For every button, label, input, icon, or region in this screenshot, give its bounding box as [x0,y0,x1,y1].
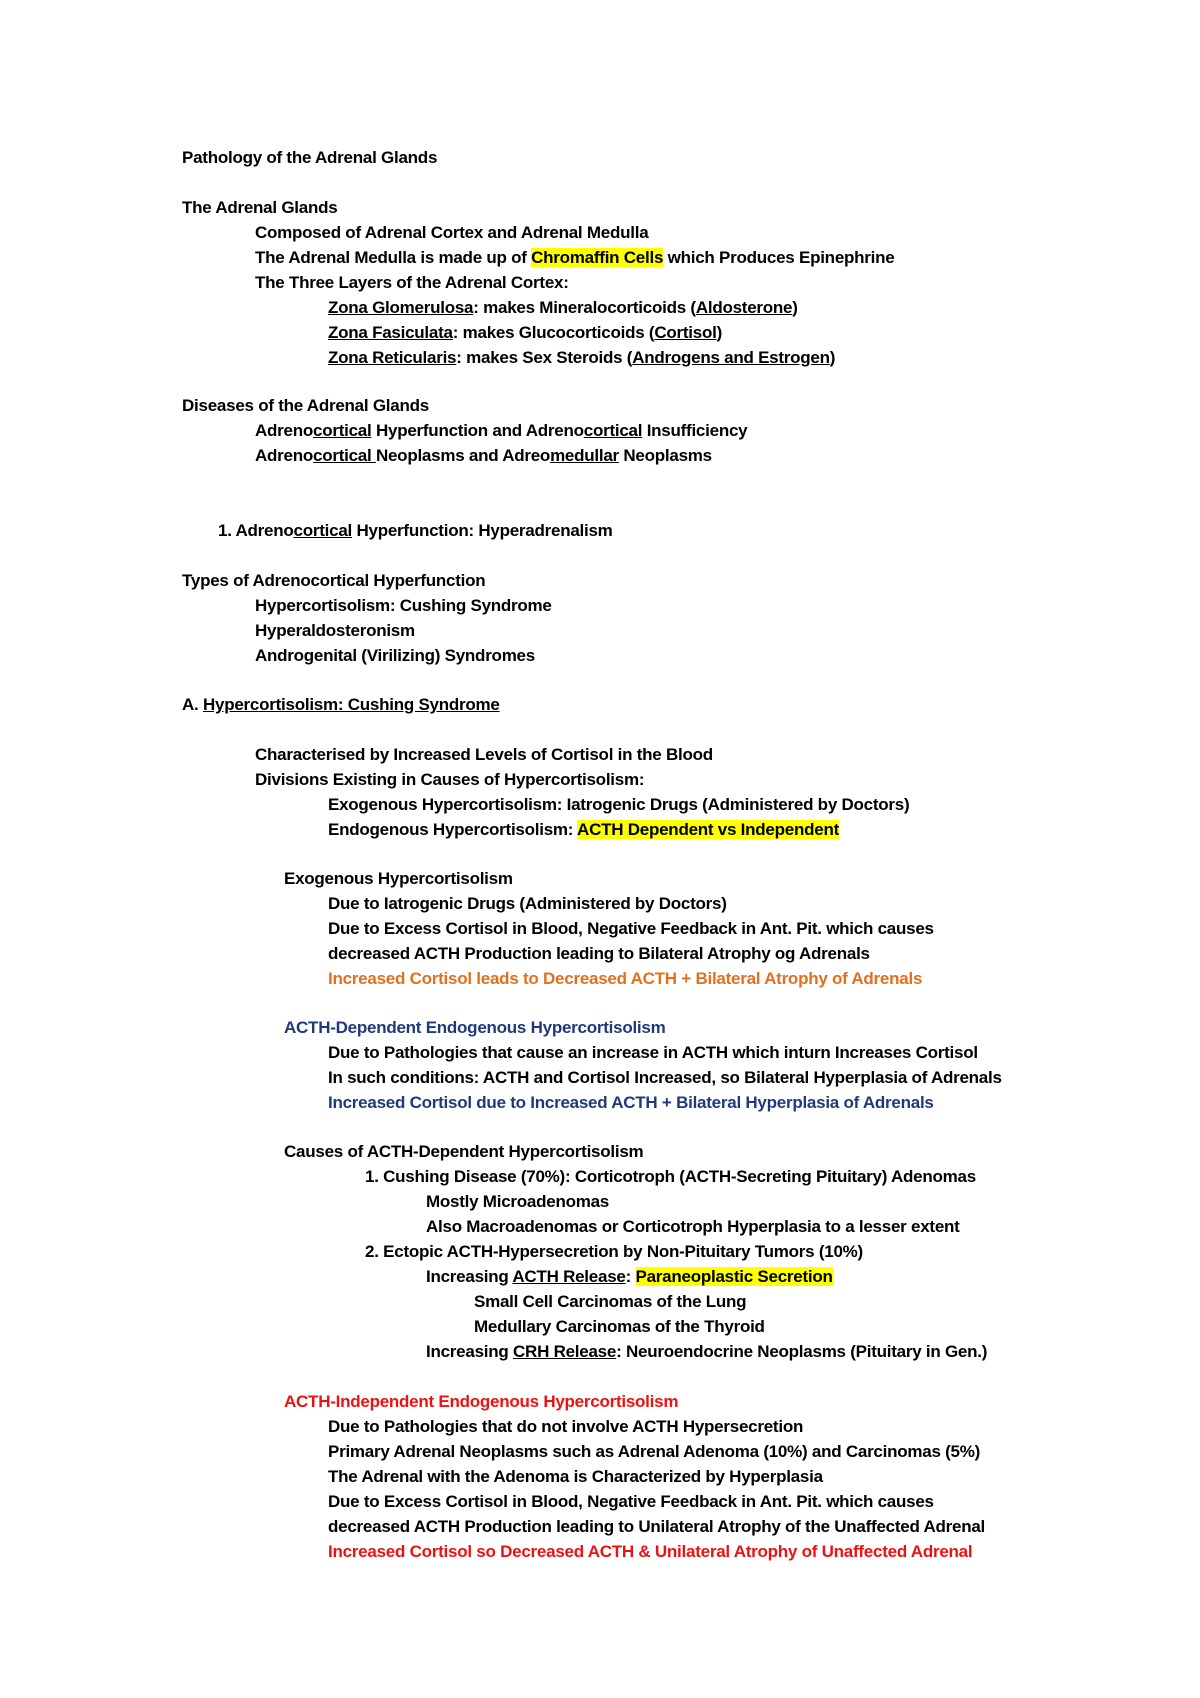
text-line: Due to Excess Cortisol in Blood, Negative Feedback in Ant. Pit. which causes [328,919,934,938]
highlight-chromaffin: Chromaffin Cells [531,248,664,267]
text-line: Exogenous Hypercortisolism: Iatrogenic Drugs (Administered by Doctors) [328,795,910,814]
text-line-zona-glomerulosa: Zona Glomerulosa: makes Mineralocorticoids (Aldosterone) [328,298,798,317]
text-line: Characterised by Increased Levels of Cortisol in the Blood [255,745,713,764]
summary-line-red: Increased Cortisol so Decreased ACTH & Unilateral Atrophy of Unaffected Adrenal [328,1542,973,1561]
text-line: Due to Pathologies that do not involve ACTH Hypersecretion [328,1417,804,1436]
section-heading-diseases: Diseases of the Adrenal Glands [182,396,429,415]
heading-causes: Causes of ACTH-Dependent Hypercortisolism [284,1142,644,1161]
list-item: Hyperaldosteronism [255,621,415,640]
text-line: Primary Adrenal Neoplasms such as Adrenal Adenoma (10%) and Carcinomas (5%) [328,1442,981,1461]
summary-line-navy: Increased Cortisol due to Increased ACTH + Bilateral Hyperplasia of Adrenals [328,1093,934,1112]
highlight-paraneoplastic: Paraneoplastic Secretion [635,1267,833,1286]
highlight-acth-dependent: ACTH Dependent vs Independent [577,820,839,839]
text-line: The Three Layers of the Adrenal Cortex: [255,273,569,292]
list-item: Mostly Microadenomas [426,1192,609,1211]
text-line: Adrenocortical Neoplasms and Adreomedullar Neoplasms [255,446,712,465]
text-line: decreased ACTH Production leading to Unilateral Atrophy of the Unaffected Adrenal [328,1517,986,1536]
text-line: Due to Pathologies that cause an increase in ACTH which inturn Increases Cortisol [328,1043,978,1062]
section-heading-adrenal-glands: The Adrenal Glands [182,198,338,217]
text-line-zona-fasiculata: Zona Fasiculata: makes Glucocorticoids (Cortisol) [328,323,722,342]
list-item: Small Cell Carcinomas of the Lung [474,1292,747,1311]
list-item: Androgenital (Virilizing) Syndromes [255,646,535,665]
text-line: Adrenocortical Hyperfunction and Adrenocortical Insufficiency [255,421,748,440]
list-item: Medullary Carcinomas of the Thyroid [474,1317,765,1336]
heading-acth-dependent: ACTH-Dependent Endogenous Hypercortisolism [284,1018,666,1037]
list-item: Also Macroadenomas or Corticotroph Hyperplasia to a lesser extent [426,1217,960,1236]
text-line: The Adrenal Medulla is made up of Chromaffin Cells which Produces Epinephrine [255,248,895,267]
document-title: Pathology of the Adrenal Glands [182,148,438,167]
text-line: Divisions Existing in Causes of Hypercortisolism: [255,770,645,789]
text-line: Due to Excess Cortisol in Blood, Negative Feedback in Ant. Pit. which causes [328,1492,934,1511]
text-line-zona-reticularis: Zona Reticularis: makes Sex Steroids (Androgens and Estrogen) [328,348,836,367]
list-item: Increasing CRH Release: Neuroendocrine Neoplasms (Pituitary in Gen.) [426,1342,988,1361]
list-item: Increasing ACTH Release: Paraneoplastic Secretion [426,1267,833,1286]
heading-exogenous: Exogenous Hypercortisolism [284,869,513,888]
list-item: Hypercortisolism: Cushing Syndrome [255,596,552,615]
text-line: decreased ACTH Production leading to Bilateral Atrophy og Adrenals [328,944,870,963]
summary-line-orange: Increased Cortisol leads to Decreased ACTH + Bilateral Atrophy of Adrenals [328,969,923,988]
text-line: In such conditions: ACTH and Cortisol Increased, so Bilateral Hyperplasia of Adrenals [328,1068,1002,1087]
text-line: Endogenous Hypercortisolism: ACTH Dependent vs Independent [328,820,839,839]
text-line: Due to Iatrogenic Drugs (Administered by Doctors) [328,894,727,913]
text-line: Composed of Adrenal Cortex and Adrenal Medulla [255,223,649,242]
subsection-heading-a: A. Hypercortisolism: Cushing Syndrome [182,695,500,714]
heading-acth-independent: ACTH-Independent Endogenous Hypercortisolism [284,1392,679,1411]
list-item: 2. Ectopic ACTH-Hypersecretion by Non-Pituitary Tumors (10%) [365,1242,863,1261]
list-item: 1. Cushing Disease (70%): Corticotroph (ACTH-Secreting Pituitary) Adenomas [365,1167,976,1186]
text-line: The Adrenal with the Adenoma is Characterized by Hyperplasia [328,1467,823,1486]
numbered-heading-1: 1. Adrenocortical Hyperfunction: Hyperadrenalism [218,521,613,540]
section-heading-types: Types of Adrenocortical Hyperfunction [182,571,486,590]
